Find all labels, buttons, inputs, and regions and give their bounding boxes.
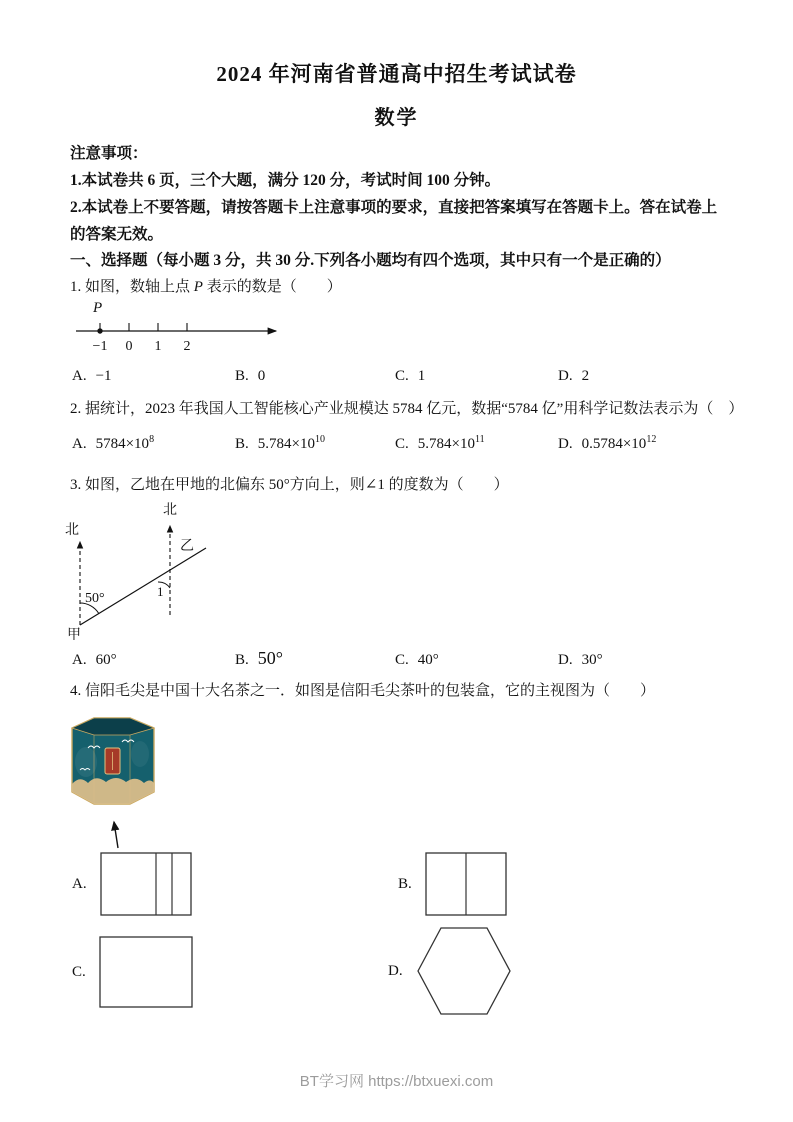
q4-option-d-shape xyxy=(416,926,512,1016)
angle-1-label: 1 xyxy=(157,584,164,599)
question-1-suffix: 表示的数是（ ） xyxy=(202,279,342,295)
angle-50-label: 50° xyxy=(85,591,105,606)
q2-option-a: A. $5784\times 10^8$ xyxy=(72,434,155,452)
tick-label-0: 0 xyxy=(125,339,133,354)
subject-title: 数学 xyxy=(374,107,419,129)
question-3-options xyxy=(72,648,737,669)
direction-figure xyxy=(58,500,273,640)
notice-item-2: 2.本试卷上不要答题，请按答题卡上注意事项的要求，直接把答案填写在答题卡上。答在试卷上的答案无效。 xyxy=(70,199,718,243)
question-1-prefix: 1. 如图，数轴上点 xyxy=(70,279,194,295)
q4-option-a xyxy=(72,852,192,916)
tick-label-2: 2 xyxy=(183,339,191,354)
notice-item-1: 1.本试卷共 6 页，三个大题，满分 120 分，考试时间 100 分钟。 xyxy=(70,172,501,189)
q2-option-b: B. $5.784\times 10^{10}$ xyxy=(235,434,325,452)
q4-option-c-shape xyxy=(99,936,193,1008)
north-label-right: 北 xyxy=(163,503,177,518)
notices-heading: 注意事项： xyxy=(70,145,148,162)
tick-label-neg1: −1 xyxy=(92,339,108,354)
q2-option-c: C. $5.784\times 10^{11}$ xyxy=(395,434,485,452)
q3-option-a: A. 60° xyxy=(72,652,117,668)
tea-box-sheen xyxy=(75,747,97,777)
question-1-point-var: P xyxy=(193,279,203,295)
q2-option-d: D. $0.5784\times 10^{12}$ xyxy=(558,434,657,452)
jia-label: 甲 xyxy=(67,628,81,640)
q1-option-d: D. 2 xyxy=(558,368,590,384)
q4-option-d-label: D. xyxy=(388,962,403,979)
footer-watermark: BT学习网 https://btxuexi.com xyxy=(299,1073,494,1090)
tea-box-image xyxy=(66,704,160,814)
question-1-options xyxy=(72,368,737,385)
number-line-figure xyxy=(70,298,300,358)
yi-label: 乙 xyxy=(180,539,194,554)
q4-option-b xyxy=(398,852,507,916)
q4-option-a-label: A. xyxy=(72,875,87,892)
up-arrow-icon xyxy=(104,816,130,852)
page-title: 2024 年河南省普通高中招生考试试卷 xyxy=(216,62,577,86)
q4-option-c-label: C. xyxy=(72,963,86,980)
q1-option-a: A. −1 xyxy=(72,368,112,384)
tea-box-cloud-band xyxy=(72,778,154,804)
q4-option-b-label: B. xyxy=(398,875,412,892)
north-label-left: 北 xyxy=(65,523,79,538)
q3-option-d: D. 30° xyxy=(558,652,603,668)
q4-option-d xyxy=(388,926,512,1016)
point-p-dot xyxy=(97,328,102,333)
question-4-text: 4. 信阳毛尖是中国十大名茶之一．如图是信阳毛尖茶叶的包装盒，它的主视图为（ ） xyxy=(70,683,656,699)
notices xyxy=(70,140,732,248)
point-p-label: P xyxy=(93,300,103,316)
question-2-options xyxy=(72,436,737,453)
question-1-text xyxy=(70,276,780,298)
question-2-text: 2. 据统计，2023 年我国人工智能核心产业规模达 5784 亿元，数据“5784 亿”用科学记数法表示为（ ） xyxy=(70,401,744,417)
question-3-text: 3. 如图，乙地在甲地的北偏东 50°方向上，则∠1 的度数为（ ） xyxy=(70,477,509,493)
q4-option-c xyxy=(72,936,193,1008)
bearing-line xyxy=(80,548,206,625)
q4-option-a-shape xyxy=(100,852,192,916)
tea-box-sheen-2 xyxy=(131,741,149,767)
q3-option-b: B. 50° xyxy=(235,648,283,668)
q4-option-b-shape xyxy=(425,852,507,916)
q1-option-b: B. 0 xyxy=(235,368,266,384)
q3-option-c: C. 40° xyxy=(395,652,439,668)
section-1-heading: 一、选择题（每小题 3 分，共 30 分.下列各小题均有四个选项，其中只有一个是正确的） xyxy=(70,252,671,269)
q1-option-c: C. 1 xyxy=(395,368,426,384)
tick-label-1: 1 xyxy=(154,339,162,354)
